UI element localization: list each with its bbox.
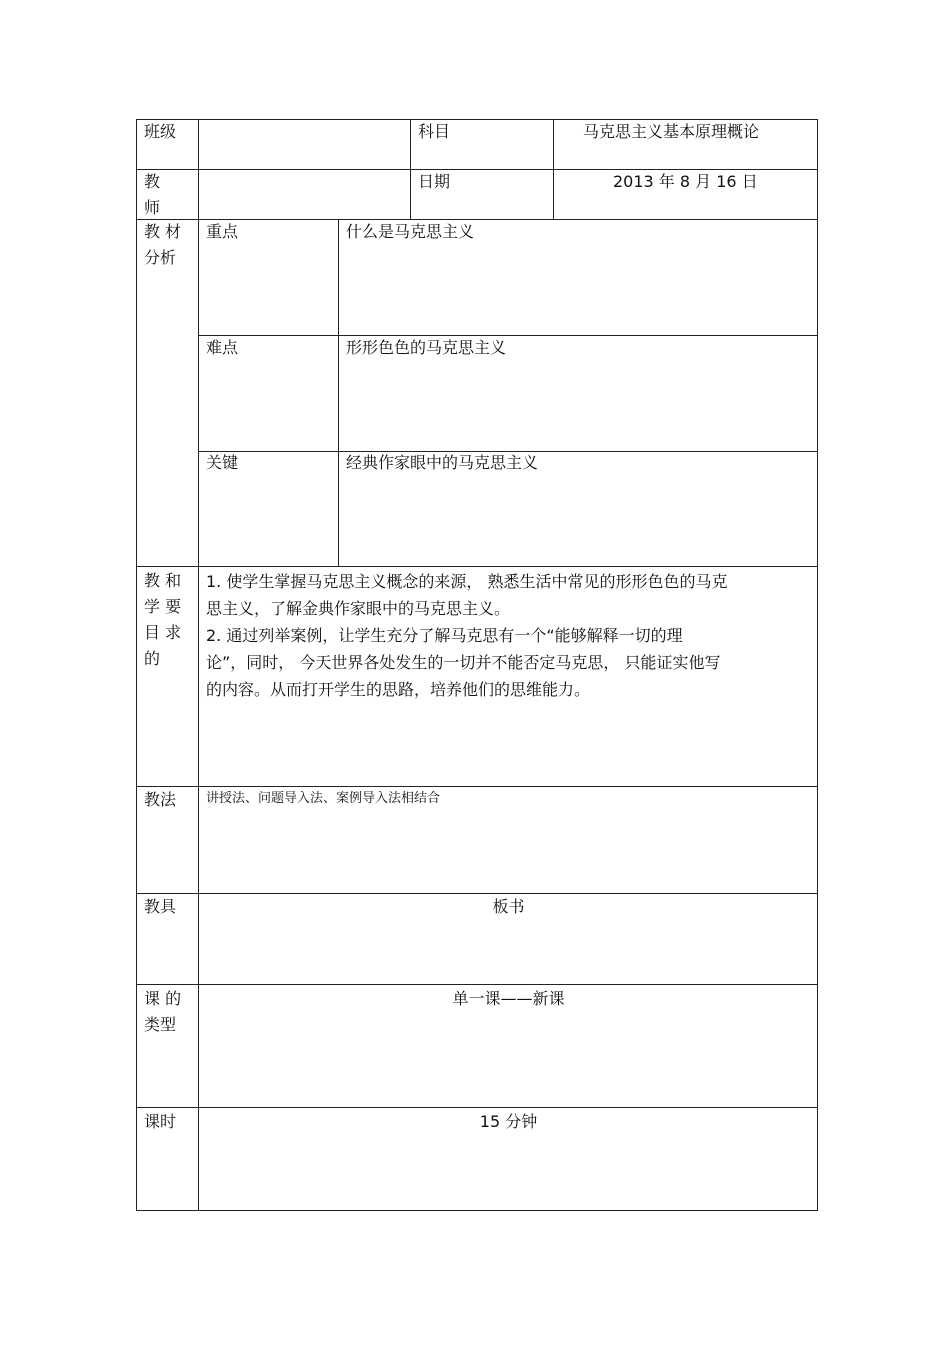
subject-label: 科目 [418,122,451,141]
goals-text [206,568,727,703]
analysis-label-line-2: 分析 [144,248,177,267]
duration-value: 15 分钟 [479,1112,538,1131]
rule-analysis-1 [198,335,818,336]
difficulty-value: 形形色色的马克思主义 [346,338,507,357]
method-value: 讲授法、问题导入法、案例导入法相结合 [206,791,441,806]
goals-label-line-4: 的 [144,649,161,668]
tools-value: 板书 [492,897,525,916]
lesson-type-value: 单一课——新课 [452,989,565,1008]
teacher-label-line-1: 教 [144,172,161,191]
goals-line-3: 2. 通过列举案例，让学生充分了解马克思有一个“能够解释一切的理 [206,626,683,645]
goals-label-line-1: 教 和 [144,571,182,590]
method-label: 教法 [144,790,177,809]
date-value: 2013 年 8 月 16 日 [613,172,758,191]
goals-line-4: 论”，同时， 今天世界各处发生的一切并不能否定马克思， 只能证实他写 [206,653,721,672]
goals-label [144,568,181,672]
subject-value: 马克思主义基本原理概论 [583,122,760,141]
rule-col-header-2 [553,119,554,219]
lesson-type-label-line-1: 课 的 [144,989,182,1008]
crux-value: 经典作家眼中的马克思主义 [346,453,539,472]
goals-line-2: 思主义，了解金典作家眼中的马克思主义。 [206,599,511,618]
class-label: 班级 [144,122,177,141]
lesson-type-label-line-2: 类型 [144,1015,177,1034]
goals-line-1: 1. 使学生掌握马克思主义概念的来源， 熟悉生活中常见的形形色色的马克 [206,572,728,591]
tools-label: 教具 [144,897,177,916]
rule-row-3 [136,566,818,567]
teacher-label-line-2: 师 [144,198,161,217]
key-point-value: 什么是马克思主义 [346,222,475,241]
difficulty-label: 难点 [206,338,239,357]
goals-label-line-3: 目 求 [144,623,182,642]
rule-row-4 [136,786,818,787]
crux-label: 关键 [206,453,239,472]
rule-col-label [198,119,199,1211]
rule-row-7 [136,1107,818,1108]
goals-label-line-2: 学 要 [144,597,182,616]
rule-col-header-1 [410,119,411,219]
key-point-label: 重点 [206,222,239,241]
analysis-label-line-1: 教 材 [144,222,182,241]
rule-row-5 [136,893,818,894]
analysis-label [144,219,181,271]
lesson-type-label [144,986,181,1038]
date-label: 日期 [418,172,451,191]
goals-line-5: 的内容。从而打开学生的思路，培养他们的思维能力。 [206,680,591,699]
teacher-label [144,169,160,221]
rule-col-analysis [338,219,339,566]
rule-row-6 [136,984,818,985]
rule-row-2 [136,219,818,220]
duration-label: 课时 [144,1112,177,1131]
